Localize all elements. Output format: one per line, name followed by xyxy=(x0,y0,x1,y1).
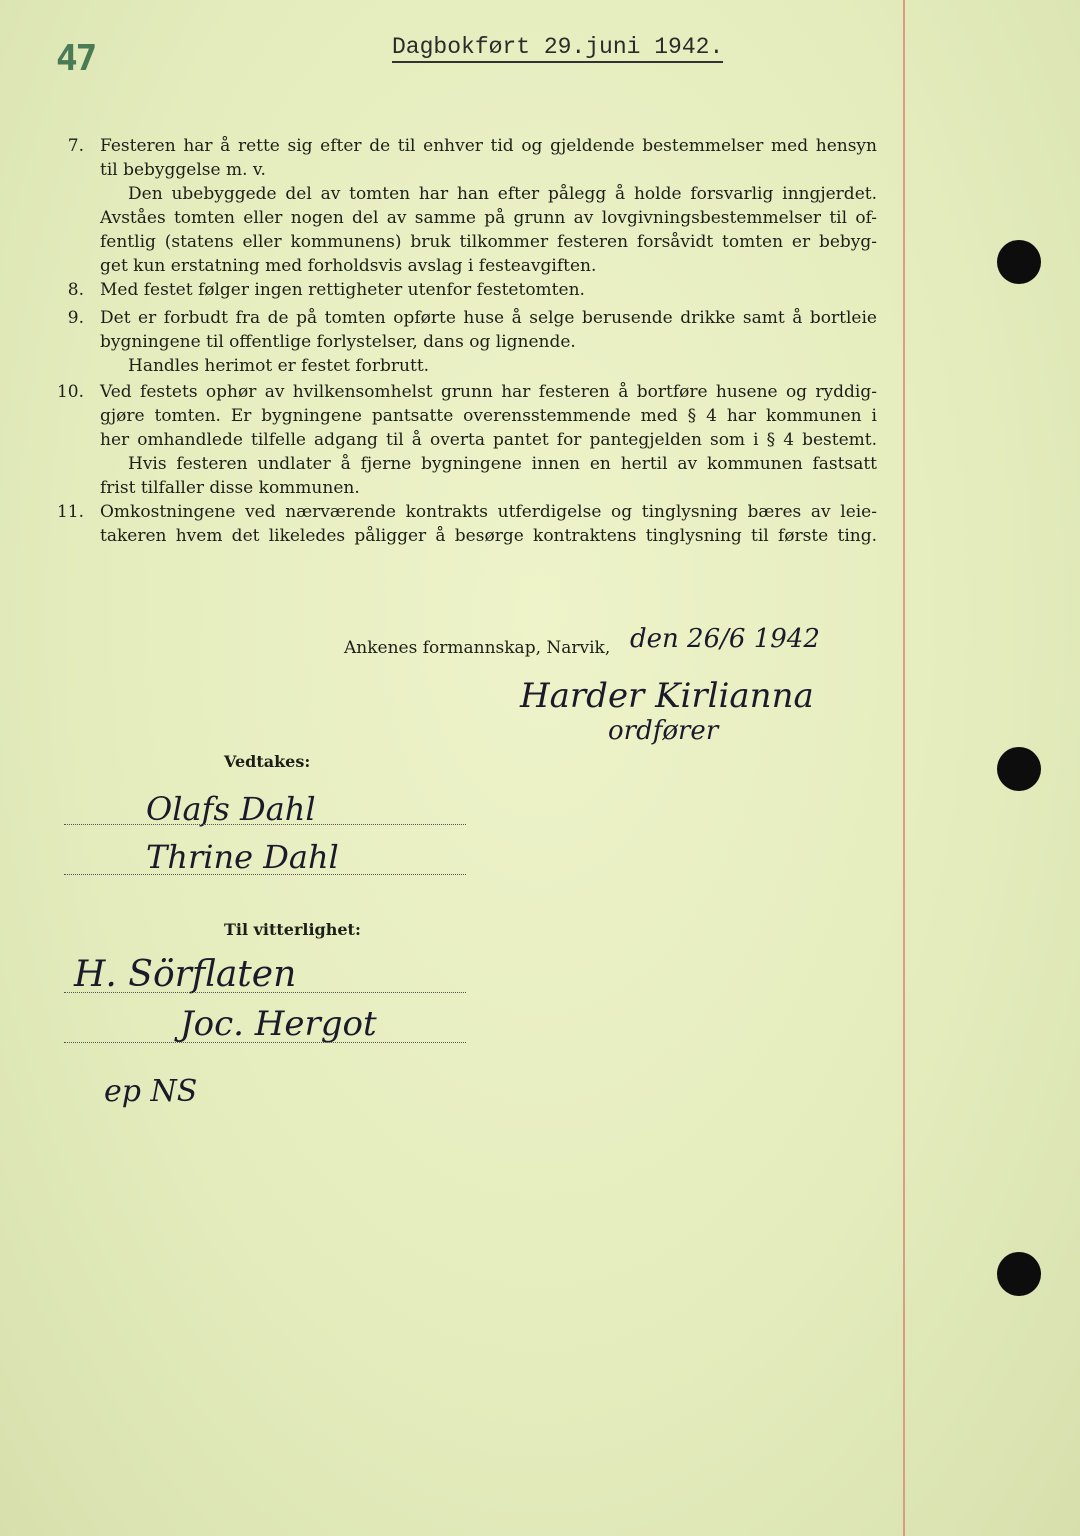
margin-rule xyxy=(903,0,905,1536)
item-9-line-3: Handles herimot er festet forbrutt. xyxy=(128,356,430,376)
witness-signature-2: Joc. Hergot xyxy=(180,1004,377,1044)
mayor-signature: Harder Kirlianna xyxy=(520,676,814,716)
item-number: 11. xyxy=(56,502,84,522)
approved-signature-1: Olafs Dahl xyxy=(146,790,316,828)
item-8-line-1: Med festet følger ingen rettigheter utenfor festetomten. xyxy=(100,280,585,300)
page-number: 47 xyxy=(56,38,96,79)
item-10-line-3: her omhandlede tilfelle adgang til å overta pantet for pantegjelden som i § 4 bestemt. xyxy=(100,430,877,450)
item-number: 9. xyxy=(67,308,84,328)
closing-place: Ankenes formannskap, Narvik, xyxy=(344,638,611,658)
signature-line xyxy=(64,1042,466,1043)
signature-line xyxy=(64,992,466,993)
item-10-line-5: frist tilfaller disse kommunen. xyxy=(100,478,360,498)
item-7-line-2: til bebyggelse m. v. xyxy=(100,160,266,180)
item-9-line-1: Det er forbudt fra de på tomten opførte huse å selge berusende drikke samt å bortleie xyxy=(100,308,877,328)
item-10-line-4: Hvis festeren undlater å fjerne bygningene innen en hertil av kommunen fastsatt xyxy=(128,454,877,474)
binding-hole xyxy=(997,1252,1041,1296)
witness-signature-1: H. Sörflaten xyxy=(74,954,297,995)
item-number: 10. xyxy=(56,382,84,402)
item-9-line-2: bygningene til offentlige forlystelser, dans og lignende. xyxy=(100,332,576,352)
item-7-line-6: get kun erstatning med forholdsvis avslag i festeavgiften. xyxy=(100,256,597,276)
item-7-line-1: Festeren har å rette sig efter de til enhver tid og gjeldende bestemmelser med hensyn xyxy=(100,136,877,156)
binding-hole xyxy=(997,240,1041,284)
item-7-line-5: fentlig (statens eller kommunens) bruk tilkommer festeren forsåvidt tomten er bebyg- xyxy=(100,232,877,252)
signature-line xyxy=(64,874,466,875)
witness-label: Til vitterlighet: xyxy=(224,920,361,939)
binding-hole xyxy=(997,747,1041,791)
item-11-line-2: takeren hvem det likeledes påligger å besørge kontraktens tinglysning til første ting. xyxy=(100,526,877,546)
item-10-line-1: Ved festets ophør av hvilkensomhelst grunn har festeren å bortføre husene og ryddig- xyxy=(100,382,877,402)
approved-label: Vedtakes: xyxy=(224,752,311,771)
mayor-title: ordfører xyxy=(608,716,719,746)
item-number: 8. xyxy=(67,280,84,300)
signature-line xyxy=(64,824,466,825)
item-7-line-3: Den ubebyggede del av tomten har han efter pålegg å holde forsvarlig inngjerdet. xyxy=(128,184,877,204)
approved-signature-2: Thrine Dahl xyxy=(146,838,339,876)
item-10-line-2: gjøre tomten. Er bygningene pantsatte overensstemmende med § 4 har kommunen i xyxy=(100,406,877,426)
handwritten-date: den 26/6 1942 xyxy=(630,624,820,654)
witness-note: ep NS xyxy=(104,1074,198,1109)
item-11-line-1: Omkostningene ved nærværende kontrakts utferdigelse og tinglysning bæres av leie- xyxy=(100,502,877,522)
item-number: 7. xyxy=(67,136,84,156)
registration-stamp: Dagbokført 29.juni 1942. xyxy=(392,34,723,63)
item-7-line-4: Avståes tomten eller nogen del av samme på grunn av lovgivningsbestemmelser til of- xyxy=(100,208,877,228)
